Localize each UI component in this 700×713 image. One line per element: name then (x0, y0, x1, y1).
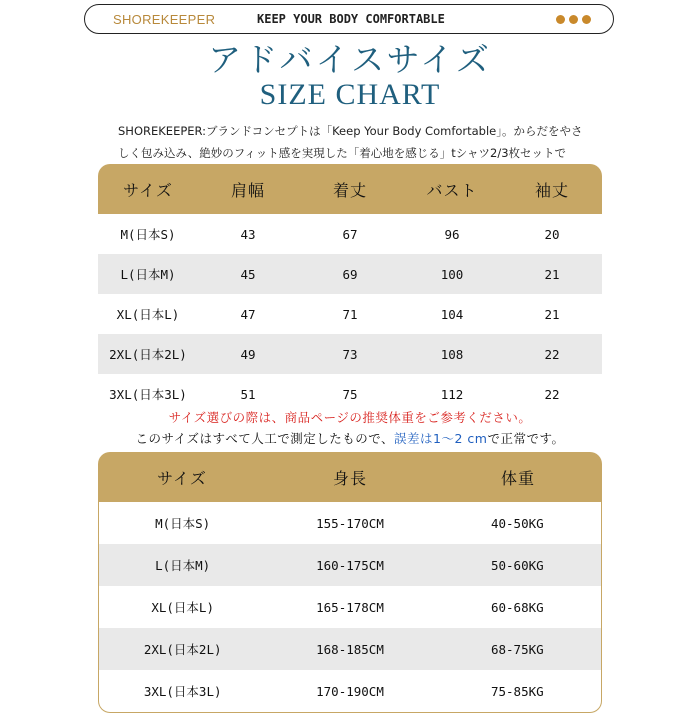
table-cell: M(日本S) (120, 227, 176, 242)
table-cell: 51 (240, 386, 256, 402)
table-cell: 71 (342, 306, 358, 322)
page-title-english: SIZE CHART (259, 78, 441, 111)
table-row (98, 214, 602, 254)
table-row (99, 586, 601, 628)
table-row (99, 628, 601, 670)
measurement-table (98, 164, 602, 414)
table-cell: 49 (240, 346, 256, 362)
table-cell: XL(日本L) (116, 307, 180, 322)
table-cell: 75 (342, 386, 358, 402)
table-cell: 50-60KG (490, 557, 544, 573)
table-row (98, 294, 602, 334)
table-row (98, 334, 602, 374)
column-header: サイズ (157, 468, 207, 488)
height-weight-table (98, 452, 602, 713)
column-header: 肩幅 (230, 180, 265, 200)
table-row (98, 254, 602, 294)
table-body (98, 214, 602, 414)
column-header: 着丈 (332, 180, 367, 200)
table-cell: L(日本M) (155, 558, 211, 573)
description: SHOREKEEPER:ブランドコンセプトは「Keep Your Body Comfortable」。からだをやさしく包み込み、絶妙のフィット感を実現した「着心地を感じる」tシャツ2/3枚セットで (118, 124, 583, 160)
brand-name: SHOREKEEPER (113, 11, 216, 27)
dot (569, 15, 578, 24)
table-cell: 69 (342, 266, 358, 282)
table-cell: 3XL(日本3L) (143, 684, 222, 699)
table-cell: 96 (444, 226, 460, 242)
column-header: 袖丈 (534, 180, 569, 200)
table-row (99, 502, 601, 544)
size-note (0, 429, 700, 447)
table-cell: L(日本M) (120, 267, 176, 282)
column-header: サイズ (123, 180, 173, 200)
table-cell: 47 (240, 306, 256, 322)
table-cell: 22 (544, 346, 560, 362)
dots-icon (556, 15, 591, 24)
table-cell: 68-75KG (490, 641, 544, 657)
header-banner (84, 4, 614, 34)
table-header (98, 164, 602, 214)
note-text-tolerance: 誤差は1～2 cm (394, 431, 488, 446)
table-cell: 20 (544, 226, 560, 242)
table-cell: 170-190CM (316, 683, 384, 699)
table-cell: 3XL(日本3L) (109, 387, 187, 402)
dot (582, 15, 591, 24)
note-text-c: で正常です。 (487, 431, 565, 446)
table-cell: 60-68KG (490, 599, 544, 615)
tagline: KEEP YOUR BODY COMFORTABLE (257, 12, 445, 26)
table-cell: 45 (240, 266, 256, 282)
table-cell: 2XL(日本2L) (109, 347, 187, 362)
table-cell: 73 (342, 346, 358, 362)
table-cell: 100 (440, 266, 464, 282)
table-cell: 21 (544, 266, 560, 282)
table-cell: 40-50KG (490, 515, 544, 531)
table-cell: XL(日本L) (151, 600, 214, 615)
table-cell: M(日本S) (155, 516, 211, 531)
table-cell: 43 (240, 226, 256, 242)
table-header (98, 452, 602, 502)
table-cell: 160-175CM (316, 557, 384, 573)
table-cell: 67 (342, 226, 358, 242)
table-cell: 155-170CM (316, 515, 384, 531)
column-header: 体重 (500, 468, 535, 488)
page-title-japanese: アドバイスサイズ (208, 40, 492, 79)
column-header: バスト (426, 180, 478, 200)
table-cell: 21 (544, 306, 560, 322)
table-cell: 104 (440, 306, 464, 322)
table-cell: 168-185CM (316, 641, 384, 657)
table-cell: 22 (544, 386, 560, 402)
table-cell: 75-85KG (490, 683, 544, 699)
table-cell: 112 (440, 386, 464, 402)
dot (556, 15, 565, 24)
size-note-red: サイズ選びの際は、商品ページの推奨体重をご参考ください。 (168, 410, 532, 425)
table-cell: 108 (440, 346, 464, 362)
table-cell: 2XL(日本2L) (143, 642, 222, 657)
table-body (98, 502, 602, 713)
note-text-a: このサイズはすべて人工で測定したもので、 (135, 431, 395, 446)
column-header: 身長 (332, 468, 367, 488)
table-row (99, 544, 601, 586)
table-row (99, 670, 601, 712)
table-cell: 165-178CM (316, 599, 384, 615)
